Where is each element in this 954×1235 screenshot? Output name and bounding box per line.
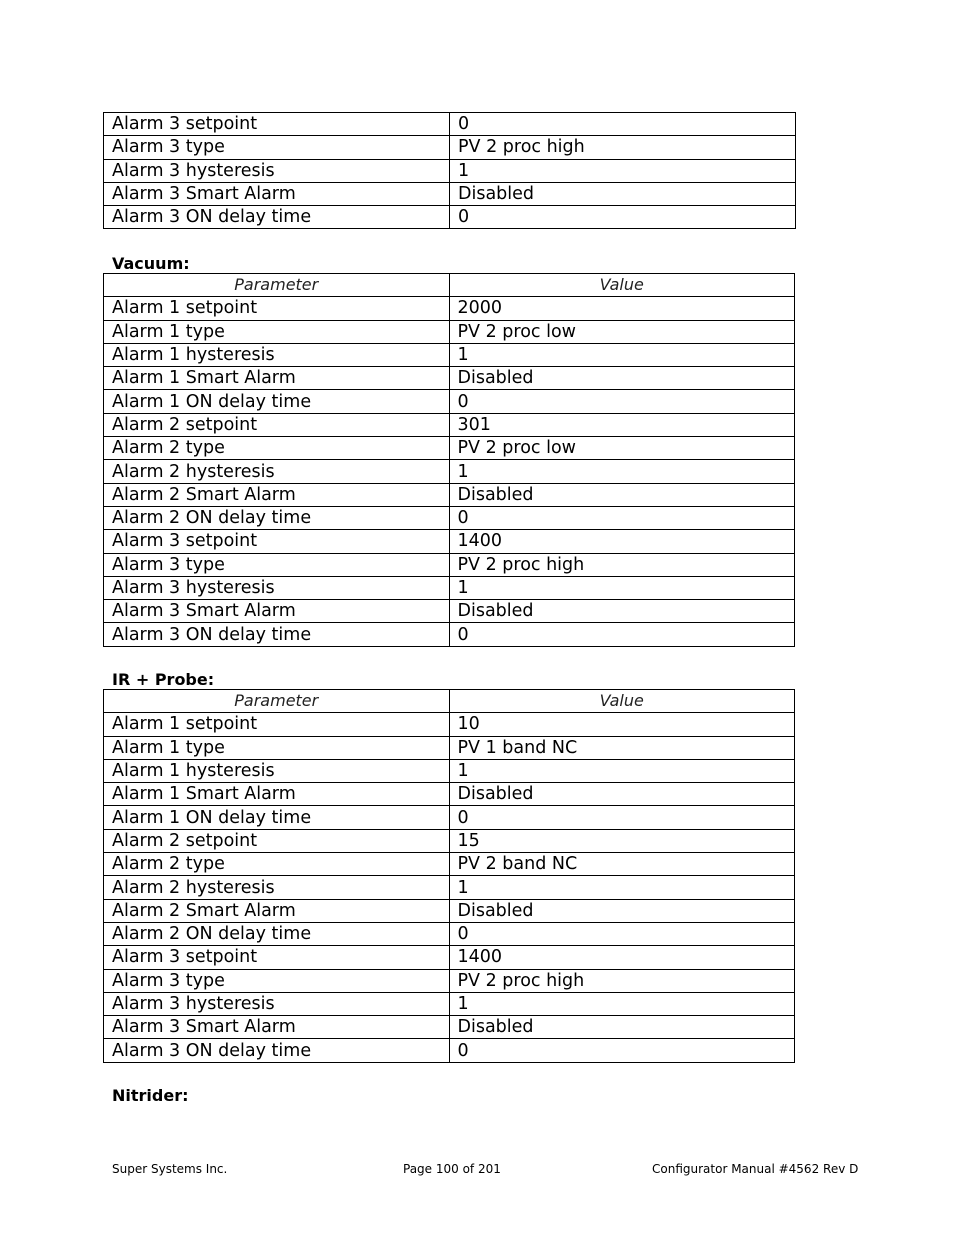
value-cell: Disabled [449,1016,795,1039]
table-row [104,992,795,1015]
value-cell: 1 [449,992,795,1015]
value-cell: Disabled [449,600,795,623]
table-row [104,829,795,852]
table-row [104,806,795,829]
header-parameter: Parameter [104,274,450,297]
table-row [104,899,795,922]
table-row [104,182,796,205]
parameter-cell: Alarm 1 hysteresis [104,343,450,366]
parameter-cell: Alarm 2 hysteresis [104,876,450,899]
parameter-cell: Alarm 3 hysteresis [104,159,450,182]
parameter-cell: Alarm 2 setpoint [104,829,450,852]
parameter-cell: Alarm 3 setpoint [104,113,450,136]
parameter-cell: Alarm 2 ON delay time [104,506,450,529]
value-cell: 10 [449,713,795,736]
section-heading-ir-probe: IR + Probe: [112,670,215,689]
table-row [104,600,795,623]
parameter-cell: Alarm 3 ON delay time [104,1039,450,1062]
parameter-cell: Alarm 1 ON delay time [104,806,450,829]
table-row [104,506,795,529]
parameter-cell: Alarm 3 hysteresis [104,992,450,1015]
table-header-row [104,690,795,713]
value-cell: 1 [449,576,795,599]
table-row [104,876,795,899]
table-row [104,1016,795,1039]
alarm-table-vacuum [103,273,795,647]
parameter-cell: Alarm 2 Smart Alarm [104,899,450,922]
value-cell: Disabled [449,783,795,806]
parameter-cell: Alarm 3 type [104,136,450,159]
value-cell: Disabled [449,367,795,390]
value-cell: 15 [449,829,795,852]
parameter-cell: Alarm 2 ON delay time [104,922,450,945]
value-cell: Disabled [449,899,795,922]
parameter-cell: Alarm 2 Smart Alarm [104,483,450,506]
parameter-cell: Alarm 1 type [104,320,450,343]
value-cell: 0 [450,113,796,136]
value-cell: 0 [449,390,795,413]
table-row [104,783,795,806]
value-cell: PV 2 band NC [449,853,795,876]
table-row [104,390,795,413]
parameter-cell: Alarm 2 type [104,437,450,460]
value-cell: 0 [449,806,795,829]
section-heading-vacuum: Vacuum: [112,254,190,273]
table-row [104,576,795,599]
parameter-cell: Alarm 3 setpoint [104,530,450,553]
value-cell: 0 [449,506,795,529]
table-row [104,759,795,782]
section-heading-nitrider: Nitrider: [112,1086,189,1105]
table-row [104,483,795,506]
value-cell: PV 2 proc low [449,320,795,343]
table-row [104,530,795,553]
value-cell: 1 [449,460,795,483]
table-row [104,320,795,343]
parameter-cell: Alarm 1 type [104,736,450,759]
value-cell: 0 [449,1039,795,1062]
table-row [104,713,795,736]
header-value: Value [449,690,795,713]
value-cell: Disabled [450,182,796,205]
table-row [104,946,795,969]
table-row [104,136,796,159]
parameter-cell: Alarm 3 setpoint [104,946,450,969]
parameter-cell: Alarm 2 hysteresis [104,460,450,483]
value-cell: 1 [449,343,795,366]
table-header-row [104,274,795,297]
alarm-table-top [103,112,796,229]
value-cell: PV 2 proc high [449,969,795,992]
value-cell: PV 2 proc low [449,437,795,460]
parameter-cell: Alarm 3 hysteresis [104,576,450,599]
parameter-cell: Alarm 1 Smart Alarm [104,367,450,390]
value-cell: 1400 [449,946,795,969]
table-row [104,367,795,390]
value-cell: 1 [449,876,795,899]
parameter-cell: Alarm 1 Smart Alarm [104,783,450,806]
table-row [104,460,795,483]
parameter-cell: Alarm 1 setpoint [104,297,450,320]
parameter-cell: Alarm 1 ON delay time [104,390,450,413]
table-row [104,113,796,136]
table-row [104,853,795,876]
table-row [104,922,795,945]
table-row [104,206,796,229]
parameter-cell: Alarm 3 ON delay time [104,206,450,229]
parameter-cell: Alarm 3 Smart Alarm [104,1016,450,1039]
parameter-cell: Alarm 1 setpoint [104,713,450,736]
footer-manual-title: Configurator Manual #4562 Rev D [652,1162,859,1176]
parameter-cell: Alarm 3 Smart Alarm [104,182,450,205]
footer-company: Super Systems Inc. [112,1162,228,1176]
parameter-cell: Alarm 1 hysteresis [104,759,450,782]
parameter-cell: Alarm 2 type [104,853,450,876]
table-row [104,413,795,436]
value-cell: 0 [450,206,796,229]
table-row [104,623,795,646]
footer-page-number: Page 100 of 201 [403,1162,501,1176]
value-cell: 301 [449,413,795,436]
parameter-cell: Alarm 3 type [104,969,450,992]
header-value: Value [449,274,795,297]
parameter-cell: Alarm 3 Smart Alarm [104,600,450,623]
value-cell: 1 [450,159,796,182]
value-cell: 1 [449,759,795,782]
value-cell: 2000 [449,297,795,320]
value-cell: 1400 [449,530,795,553]
table-row [104,437,795,460]
table-row [104,343,795,366]
table-row [104,736,795,759]
parameter-cell: Alarm 3 type [104,553,450,576]
alarm-table-ir-probe [103,689,795,1063]
table-row [104,297,795,320]
table-row [104,159,796,182]
table-row [104,969,795,992]
value-cell: 0 [449,922,795,945]
value-cell: PV 1 band NC [449,736,795,759]
parameter-cell: Alarm 2 setpoint [104,413,450,436]
value-cell: Disabled [449,483,795,506]
table-row [104,1039,795,1062]
value-cell: PV 2 proc high [450,136,796,159]
header-parameter: Parameter [104,690,450,713]
value-cell: 0 [449,623,795,646]
table-row [104,553,795,576]
value-cell: PV 2 proc high [449,553,795,576]
parameter-cell: Alarm 3 ON delay time [104,623,450,646]
